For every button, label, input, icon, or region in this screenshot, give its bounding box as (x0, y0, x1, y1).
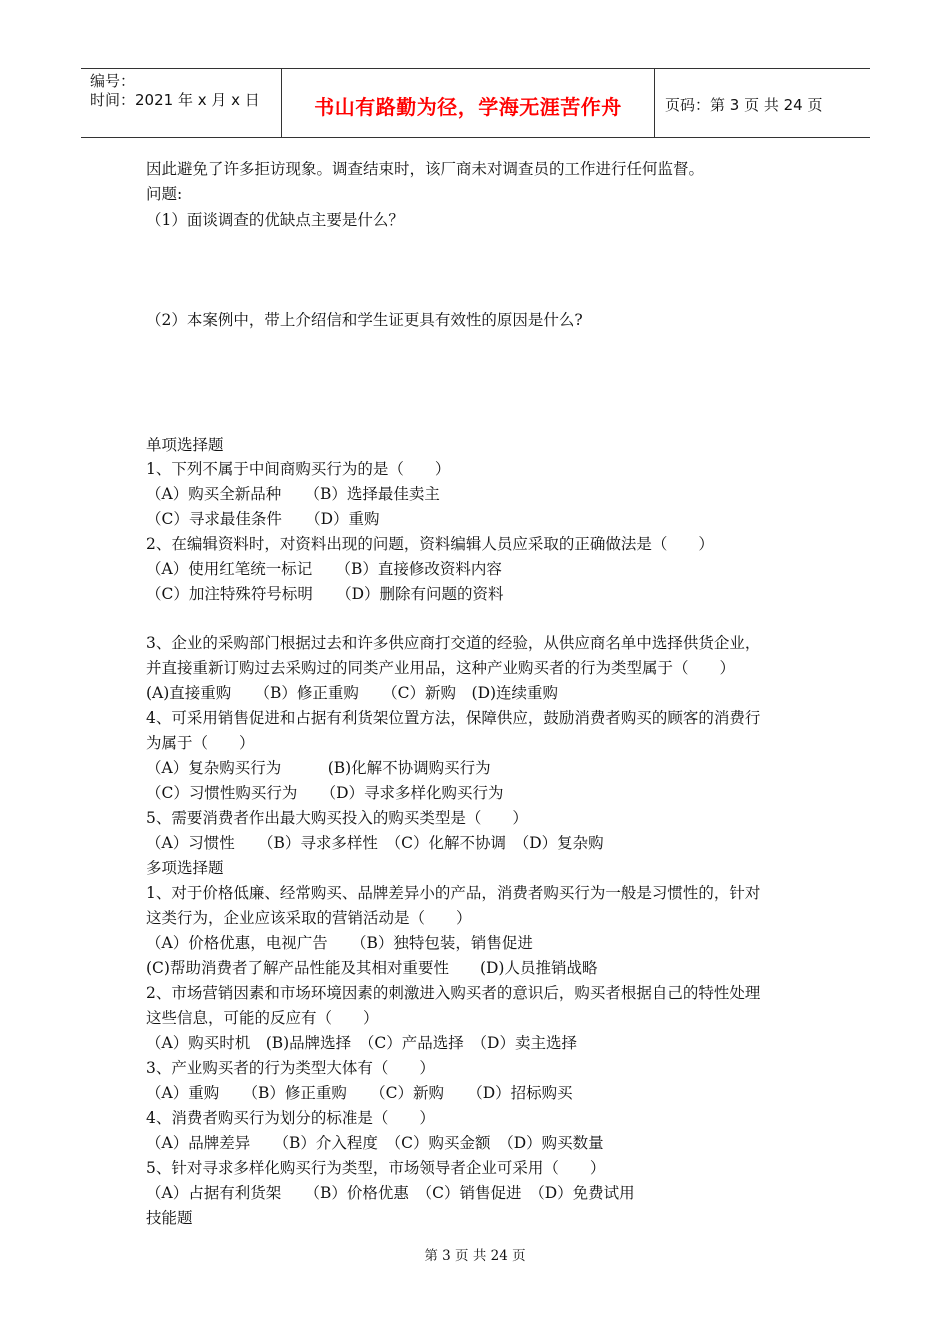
option-line: (A)直接重购 （B）修正重购 （C）新购 (D)连续重购 (146, 684, 559, 702)
section-heading: 多项选择题 (146, 859, 224, 877)
question-line: 3、企业的采购部门根据过去和许多供应商打交道的经验，从供应商名单中选择供货企业， (146, 634, 761, 652)
page-header (81, 68, 870, 138)
question-line: 4、消费者购买行为划分的标准是（ ） (146, 1109, 435, 1127)
option-line: （A）使用红笔统一标记 （B）直接修改资料内容 (146, 560, 502, 578)
question-line: 2、市场营销因素和市场环境因素的刺激进入购买者的意识后，购买者根据自己的特性处理 (146, 984, 761, 1002)
question-line: 3、产业购买者的行为类型大体有（ ） (146, 1059, 435, 1077)
option-line: （A）价格优惠，电视广告 （B）独特包装，销售促进 (146, 934, 533, 952)
text-line: 因此避免了许多拒访现象。调查结束时，该厂商未对调查员的工作进行任何监督。 (146, 160, 705, 178)
header-motto: 书山有路勤为径，学海无涯苦作舟 (314, 95, 622, 119)
option-line: （C）加注特殊符号标明 （D）删除有问题的资料 (146, 585, 504, 603)
document-code-label: 编号： (90, 72, 136, 90)
option-line: （C）习惯性购买行为 （D）寻求多样化购买行为 (146, 784, 504, 802)
header-motto-cell (282, 69, 655, 137)
header-page-number: 页码：第 3 页 共 24 页 (665, 96, 823, 114)
option-line: (C)帮助消费者了解产品性能及其相对重要性 (D)人员推销战略 (146, 959, 598, 977)
page-footer: 第 3 页 共 24 页 (424, 1248, 526, 1264)
header-info-cell (81, 69, 282, 137)
option-line: （A）品牌差异 （B）介入程度 （C）购买金额 （D）购买数量 (146, 1134, 604, 1152)
option-line: （A）重购 （B）修正重购 （C）新购 （D）招标购买 (146, 1084, 573, 1102)
option-line: （A）购买全新品种 （B）选择最佳卖主 (146, 485, 440, 503)
section-heading: 单项选择题 (146, 436, 224, 454)
question-line: 1、下列不属于中间商购买行为的是（ ） (146, 460, 451, 478)
option-line: （A）占据有利货架 （B）价格优惠 （C）销售促进 （D）免费试用 (146, 1184, 635, 1202)
question-line: 1、对于价格低廉、经常购买、品牌差异小的产品，消费者购买行为一般是习惯性的，针对 (146, 884, 761, 902)
section-heading: 技能题 (146, 1209, 193, 1227)
text-line: （1）面谈调查的优缺点主要是什么？ (146, 211, 404, 229)
option-line: （A）复杂购买行为 (B)化解不协调购买行为 (146, 759, 491, 777)
document-date: 时间：2021 年 x 月 x 日 (90, 91, 260, 109)
option-line: （C）寻求最佳条件 （D）重购 (146, 510, 380, 528)
question-line: 这些信息，可能的反应有（ ） (146, 1009, 379, 1027)
header-page-cell (655, 69, 870, 137)
question-line: 5、针对寻求多样化购买行为类型，市场领导者企业可采用（ ） (146, 1159, 606, 1177)
question-line: 这类行为，企业应该采取的营销活动是（ ） (146, 909, 472, 927)
question-line: 5、需要消费者作出最大购买投入的购买类型是（ ） (146, 809, 528, 827)
text-line: 问题: (146, 185, 183, 203)
question-line: 并直接重新订购过去采购过的同类产业用品，这种产业购买者的行为类型属于（ ） (146, 659, 736, 677)
question-line: 为属于（ ） (146, 734, 255, 752)
question-line: 4、可采用销售促进和占据有利货架位置方法，保障供应，鼓励消费者购买的顾客的消费行 (146, 709, 761, 727)
option-line: （A）习惯性 （B）寻求多样性 （C）化解不协调 （D）复杂购 (146, 834, 604, 852)
text-line: （2）本案例中，带上介绍信和学生证更具有效性的原因是什么? (146, 311, 583, 329)
option-line: （A）购买时机 (B)品牌选择 （C）产品选择 （D）卖主选择 (146, 1034, 577, 1052)
question-line: 2、在编辑资料时，对资料出现的问题，资料编辑人员应采取的正确做法是（ ） (146, 535, 714, 553)
